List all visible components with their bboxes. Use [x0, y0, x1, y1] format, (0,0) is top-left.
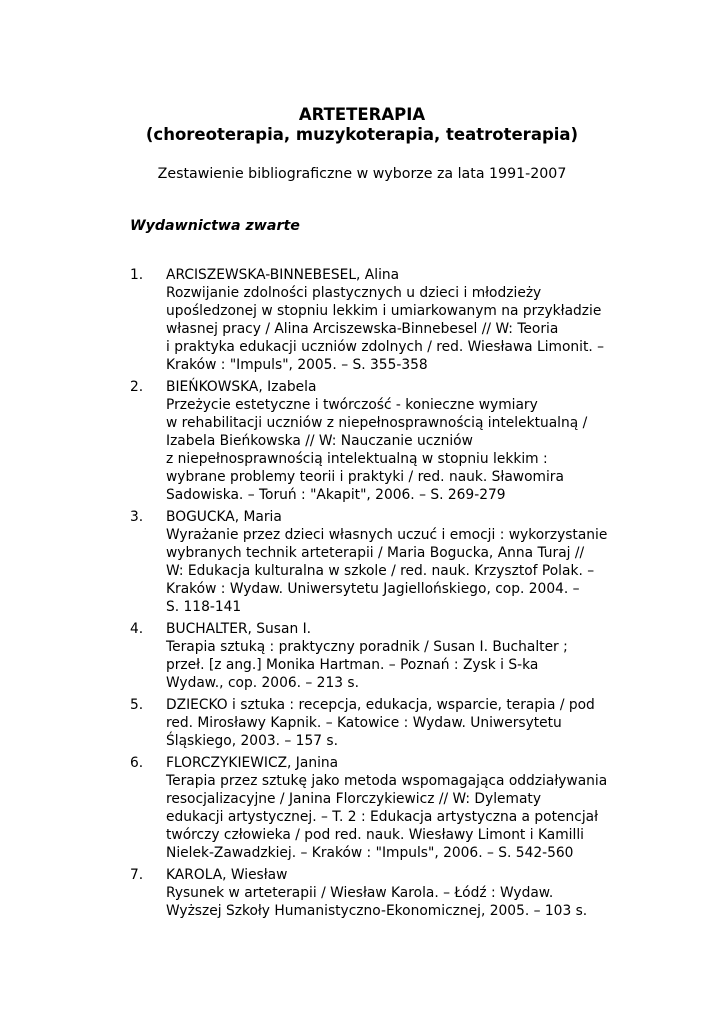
entry-line: Terapia przez sztukę jako metoda wspomagająca oddziaływania: [166, 773, 608, 789]
entry-line: Przeżycie estetyczne i twórczość - konieczne wymiary: [166, 397, 538, 413]
entry-line: Kraków : "Impuls", 2005. – S. 355-358: [166, 357, 428, 373]
entry-text: [166, 620, 650, 692]
entry-number: 4.: [130, 621, 144, 637]
entry-line: Rozwijanie zdolności plastycznych u dzieci i młodzieży: [166, 285, 542, 301]
entry-text: [166, 696, 650, 750]
entry-line: przeł. [z ang.] Monika Hartman. – Poznań : Zysk i S-ka: [166, 657, 539, 673]
bibliography-list: [130, 266, 650, 924]
entry-line: DZIECKO i sztuka : recepcja, edukacja, wsparcie, terapia / pod: [166, 697, 595, 713]
entry-number: 2.: [130, 379, 144, 395]
bibliography-entry: [130, 696, 650, 750]
entry-text: [166, 754, 650, 862]
entry-number: 3.: [130, 509, 144, 525]
entry-line: BUCHALTER, Susan I.: [166, 621, 312, 637]
entry-text: [166, 266, 650, 374]
entry-line: Wydaw., cop. 2006. – 213 s.: [166, 675, 359, 691]
entry-text: [166, 378, 650, 504]
entry-line: KAROLA, Wiesław: [166, 867, 288, 883]
section-heading: Wydawnictwa zwarte: [130, 218, 300, 234]
entry-line: Sadowiska. – Toruń : "Akapit", 2006. – S. 269-279: [166, 487, 506, 503]
bibliography-entry: [130, 620, 650, 692]
entry-number: 5.: [130, 697, 144, 713]
document-subtitle: (choreoterapia, muzykoterapia, teatroterapia): [145, 125, 579, 144]
entry-line: Kraków : Wydaw. Uniwersytetu Jagiellońskiego, cop. 2004. –: [166, 581, 580, 597]
entry-line: i praktyka edukacji uczniów zdolnych / red. Wiesława Limonit. –: [166, 339, 605, 355]
entry-line: Śląskiego, 2003. – 157 s.: [166, 733, 338, 749]
bibliography-entry: [130, 378, 650, 504]
entry-text: [166, 866, 650, 920]
entry-line: red. Mirosławy Kapnik. – Katowice : Wydaw. Uniwersytetu: [166, 715, 562, 731]
entry-line: wybranych technik arteterapii / Maria Bogucka, Anna Turaj //: [166, 545, 585, 561]
entry-line: BIEŃKOWSKA, Izabela: [166, 379, 317, 395]
entry-number: 1.: [130, 267, 144, 283]
entry-text: [166, 508, 650, 616]
entry-line: w rehabilitacji uczniów z niepełnosprawnością intelektualną /: [166, 415, 588, 431]
document-title: ARTETERAPIA: [298, 105, 426, 124]
entry-line: Nielek-Zawadzkiej. – Kraków : "Impuls", 2006. – S. 542-560: [166, 845, 574, 861]
entry-line: S. 118-141: [166, 599, 242, 615]
entry-line: Wyrażanie przez dzieci własnych uczuć i emocji : wykorzystanie: [166, 527, 608, 543]
entry-line: edukacji artystycznej. – T. 2 : Edukacja artystyczna a potencjał: [166, 809, 599, 825]
entry-line: Wyższej Szkoły Humanistyczno-Ekonomicznej, 2005. – 103 s.: [166, 903, 588, 919]
entry-line: resocjalizacyjne / Janina Florczykiewicz // W: Dylematy: [166, 791, 541, 807]
entry-line: z niepełnosprawnością intelektualną w stopniu lekkim :: [166, 451, 548, 467]
bibliography-entry: [130, 266, 650, 374]
entry-line: ARCISZEWSKA-BINNEBESEL, Alina: [166, 267, 400, 283]
entry-line: Izabela Bieńkowska // W: Nauczanie uczniów: [166, 433, 473, 449]
document-scope: Zestawienie bibliograficzne w wyborze za lata 1991-2007: [157, 166, 567, 182]
bibliography-entry: [130, 508, 650, 616]
bibliography-entry: [130, 754, 650, 862]
entry-line: wybrane problemy teorii i praktyki / red. nauk. Sławomira: [166, 469, 564, 485]
entry-line: FLORCZYKIEWICZ, Janina: [166, 755, 339, 771]
entry-line: Rysunek w arteterapii / Wiesław Karola. – Łódź : Wydaw.: [166, 885, 554, 901]
entry-line: upośledzonej w stopniu lekkim i umiarkowanym na przykładzie: [166, 303, 602, 319]
entry-number: 7.: [130, 867, 144, 883]
entry-line: własnej pracy / Alina Arciszewska-Binnebesel // W: Teoria: [166, 321, 559, 337]
bibliography-entry: [130, 866, 650, 920]
entry-line: W: Edukacja kulturalna w szkole / red. nauk. Krzysztof Polak. –: [166, 563, 595, 579]
entry-line: Terapia sztuką : praktyczny poradnik / Susan I. Buchalter ;: [166, 639, 568, 655]
entry-number: 6.: [130, 755, 144, 771]
entry-line: twórczy człowieka / pod red. nauk. Wiesławy Limont i Kamilli: [166, 827, 584, 843]
entry-line: BOGUCKA, Maria: [166, 509, 282, 525]
